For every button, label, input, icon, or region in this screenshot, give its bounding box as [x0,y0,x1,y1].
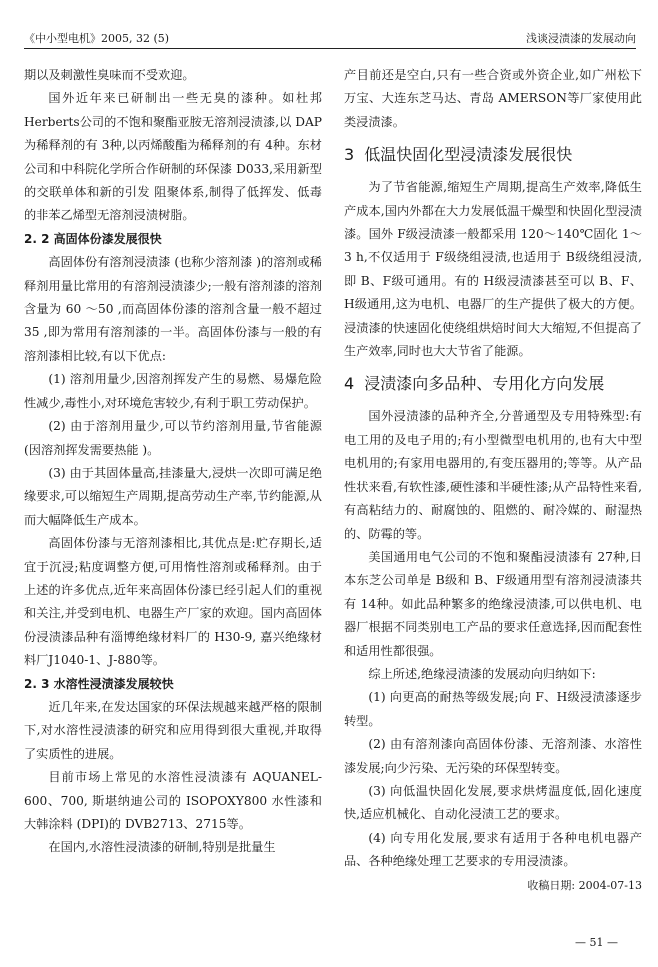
article-running-title: 浅谈浸渍漆的发展动向 [526,32,636,45]
body-paragraph: 高固体份漆与无溶剂漆相比,其优点是:贮存期长,适宜于沉浸;粘度调整方便,可用惰性溶剂或稀释剂。由于上述的许多优点,近年来高固体份漆已经引起人们的重视和关注,并受到电机、电器生产厂家的欢迎。国内高固体份浸渍漆品种有淄博绝缘材料厂的 H30-9, 嘉兴绝缘材料厂J1040-1、J-880等。 [24,536,322,668]
running-header [24,26,636,49]
journal-citation: 《中小型电机》2005, 32 (5) [24,32,170,45]
body-paragraph: 国外浸渍漆的品种齐全,分普通型及专用特殊型:有电工用的及电子用的;有小型微型电机用的,也有大中型电机用的;有家用电器用的,有变压器用的;等等。从产品性状来看,有软性漆,硬性漆和半硬性漆;从产品特性来看,有高粘结力的、耐腐蚀的、阻燃的、耐冷媒的、耐湿热的、防霉的等。 [344,409,642,541]
page-number: — 51 — [575,936,618,949]
body-paragraph: 高固体份有溶剂浸渍漆 (也称少溶剂漆 )的溶剂或稀释剂用量比常用的有溶剂浸渍漆少;一般有溶剂漆的溶剂含量为 60 ～50 ,而高固体份漆的溶剂含量一般不超过 35 ,即为常用有溶剂漆的一半。高固体份漆与一般的有溶剂漆相比较,有以下优点: [24,255,322,363]
body-paragraph: 期以及刺激性臭味而不受欢迎。 [24,68,195,82]
body-paragraph: (2) 由于溶剂用量少,可以节约溶剂用量,节省能源 (因溶剂挥发需要热能 )。 [24,419,322,457]
body-paragraph: (1) 溶剂用量少,因溶剂挥发产生的易燃、易爆危险性减少,毒性小,对环境危害较少,有利于职工劳动保护。 [24,372,322,410]
section-title: 低温快固化型浸渍漆发展很快 [364,145,573,165]
body-paragraph: 目前市场上常见的水溶性浸渍漆有 AQUANEL-600、700, 斯堪纳迪公司的 ISOPOXY800 水性漆和大韩涂料 (DPI)的 DVB2713、2715等。 [24,770,322,831]
subsection-heading: 2. 2 高固体份漆发展很快 [24,231,162,246]
body-paragraph: 综上所述,绝缘浸渍漆的发展动向归纳如下: [368,666,596,681]
body-paragraph: 在国内,水溶性浸渍漆的研制,特别是批量生 [48,840,276,855]
section-heading [344,142,642,168]
body-paragraph: (3) 由于其固体量高,挂漆量大,浸烘一次即可满足绝缘要求,可以缩短生产周期,提高劳动生产率,节约能源,从而大幅降低生产成本。 [24,465,322,527]
body-paragraph: 近几年来,在发达国家的环保法规越来越严格的限制下,对水溶性浸渍漆的研究和应用得到很大重视,并取得了实质性的进展。 [24,699,322,761]
right-text-column [344,64,642,897]
left-text-column [24,64,322,860]
body-paragraph: (3) 向低温快固化发展,要求烘烤温度低,固化速度快,适应机械化、自动化浸渍工艺的要求。 [344,783,642,822]
section-title: 浸渍漆向多品种、专用化方向发展 [364,374,605,394]
body-paragraph: (2) 由有溶剂漆向高固体份漆、无溶剂漆、水溶性漆发展;向少污染、无污染的环保型转变。 [344,737,642,775]
section-number: 4 [344,374,355,394]
section-heading [344,371,642,397]
body-paragraph: 为了节省能源,缩短生产周期,提高生产效率,降低生产成本,国内外都在大力发展低温干燥型和快固化型浸渍漆。国外 F级浸渍漆一般都采用 120～140℃固化 1～3 h,不仅适用于 F级绕组浸渍,也适用于 B级绕组浸渍,即 B、F级可通用。有的 H级浸渍漆甚至可以 B、F、H级通用,这为电机、电器厂的生产提供了极大的方便。浸渍漆的快速固化使绕组烘焙时间大大缩短,不但提高了生产效率,同时也大大节省了能源。 [344,180,642,359]
body-paragraph: (1) 向更高的耐热等级发展;向 F、H级浸渍漆逐步转型。 [344,690,642,728]
body-paragraph: 美国通用电气公司的不饱和聚酯浸渍漆有 27种,日本东芝公司单是 B级和 B、F级通用型有溶剂浸渍漆共有 14种。如此品种繁多的绝缘浸渍漆,可以供电机、电器厂根据不同类别电工产品的要求任意选择,因而配套性和适用性都很强。 [344,549,642,658]
subsection-heading: 2. 3 水溶性浸渍漆发展较快 [24,676,174,691]
body-paragraph: 国外近年来已研制出一些无臭的漆种。如杜邦 Herberts公司的不饱和聚酯亚胺无溶剂浸渍漆,以 DAP为稀释剂的有 3种,以丙烯酸酯为稀释剂的有 4种。东材公司和中科院化学所合作研制的环保漆 D033,采用新型的交联单体和新的引发 阻聚体系,制得了低挥发、低毒的非苯乙烯型无溶剂浸渍树脂。 [24,91,322,223]
received-date: 收稿日期: 2004-07-13 [527,878,642,892]
body-paragraph: 产目前还是空白,只有一些合资或外资企业,如广州松下万宝、大连东芝马达、青岛 AMERSON等厂家使用此类浸渍漆。 [344,68,642,129]
section-number: 3 [344,145,355,165]
body-paragraph: (4) 向专用化发展,要求有适用于各种电机电器产品、各种绝缘处理工艺要求的专用浸渍漆。 [344,830,642,869]
